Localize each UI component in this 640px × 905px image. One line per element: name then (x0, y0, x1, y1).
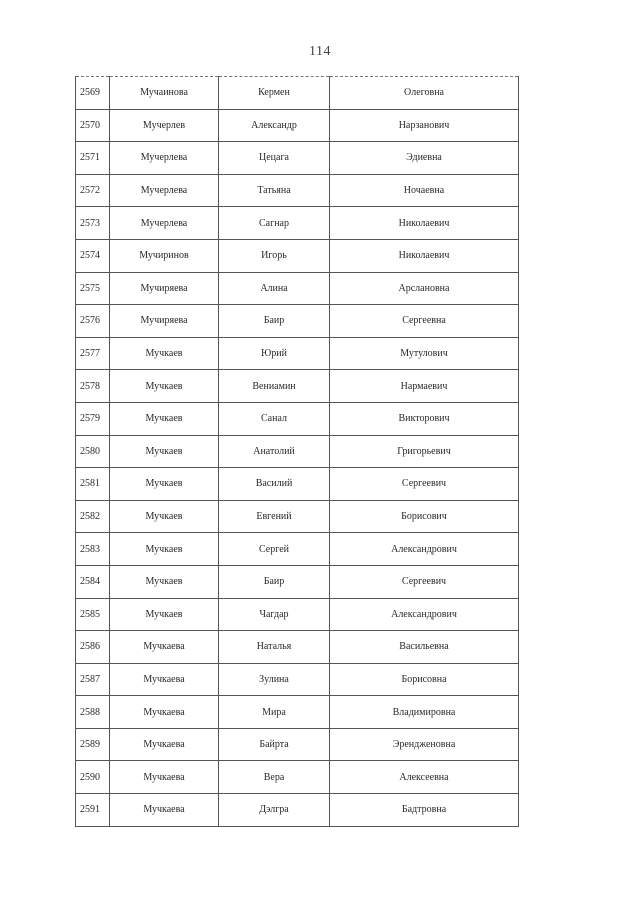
table-row (76, 435, 519, 468)
row-number-cell: 2578 (76, 370, 110, 403)
patronymic-cell: Борисовна (330, 663, 519, 696)
first-name-cell: Баир (219, 305, 330, 338)
surname-cell: Мучкаев (110, 370, 219, 403)
patronymic-cell: Бадтровна (330, 794, 519, 827)
surname-cell: Мучерлева (110, 174, 219, 207)
records-table-wrapper (75, 76, 515, 827)
table-row (76, 337, 519, 370)
row-number-cell: 2583 (76, 533, 110, 566)
first-name-cell: Санал (219, 402, 330, 435)
row-number-cell: 2577 (76, 337, 110, 370)
surname-cell: Мучкаева (110, 663, 219, 696)
surname-cell: Мучаинова (110, 77, 219, 110)
patronymic-cell: Николаевич (330, 207, 519, 240)
table-row (76, 272, 519, 305)
surname-cell: Мучкаев (110, 337, 219, 370)
row-number-cell: 2579 (76, 402, 110, 435)
row-number-cell: 2570 (76, 109, 110, 142)
row-number-cell: 2589 (76, 728, 110, 761)
surname-cell: Мучерлева (110, 142, 219, 175)
row-number-cell: 2573 (76, 207, 110, 240)
first-name-cell: Юрий (219, 337, 330, 370)
patronymic-cell: Ночаевна (330, 174, 519, 207)
table-row (76, 402, 519, 435)
row-number-cell: 2580 (76, 435, 110, 468)
surname-cell: Мучкаев (110, 598, 219, 631)
table-row (76, 370, 519, 403)
table-row (76, 207, 519, 240)
table-row (76, 631, 519, 664)
patronymic-cell: Эдиевна (330, 142, 519, 175)
first-name-cell: Александр (219, 109, 330, 142)
row-number-cell: 2590 (76, 761, 110, 794)
row-number-cell: 2591 (76, 794, 110, 827)
first-name-cell: Сагнар (219, 207, 330, 240)
records-table (75, 76, 519, 827)
first-name-cell: Татьяна (219, 174, 330, 207)
surname-cell: Мучкаев (110, 500, 219, 533)
first-name-cell: Кермен (219, 77, 330, 110)
first-name-cell: Цецага (219, 142, 330, 175)
surname-cell: Мучкаев (110, 468, 219, 501)
surname-cell: Мучиринов (110, 239, 219, 272)
first-name-cell: Вера (219, 761, 330, 794)
surname-cell: Мучкаев (110, 435, 219, 468)
row-number-cell: 2588 (76, 696, 110, 729)
records-table-body (76, 77, 519, 827)
row-number-cell: 2574 (76, 239, 110, 272)
first-name-cell: Мира (219, 696, 330, 729)
surname-cell: Мучкаева (110, 631, 219, 664)
first-name-cell: Баир (219, 565, 330, 598)
surname-cell: Мучкаева (110, 728, 219, 761)
patronymic-cell: Алексеевна (330, 761, 519, 794)
table-row (76, 761, 519, 794)
row-number-cell: 2587 (76, 663, 110, 696)
first-name-cell: Вениамин (219, 370, 330, 403)
table-row (76, 696, 519, 729)
table-row (76, 794, 519, 827)
table-row (76, 142, 519, 175)
first-name-cell: Евгений (219, 500, 330, 533)
row-number-cell: 2582 (76, 500, 110, 533)
table-row (76, 239, 519, 272)
table-row (76, 174, 519, 207)
row-number-cell: 2586 (76, 631, 110, 664)
first-name-cell: Василий (219, 468, 330, 501)
surname-cell: Мучкаев (110, 402, 219, 435)
patronymic-cell: Нармаевич (330, 370, 519, 403)
row-number-cell: 2572 (76, 174, 110, 207)
patronymic-cell: Александрович (330, 533, 519, 566)
table-row (76, 305, 519, 338)
surname-cell: Мучкаев (110, 533, 219, 566)
patronymic-cell: Васильевна (330, 631, 519, 664)
table-row (76, 533, 519, 566)
row-number-cell: 2569 (76, 77, 110, 110)
patronymic-cell: Арслановна (330, 272, 519, 305)
row-number-cell: 2585 (76, 598, 110, 631)
patronymic-cell: Нарзанович (330, 109, 519, 142)
surname-cell: Мучкаев (110, 565, 219, 598)
surname-cell: Мучкаева (110, 794, 219, 827)
row-number-cell: 2581 (76, 468, 110, 501)
row-number-cell: 2571 (76, 142, 110, 175)
patronymic-cell: Сергеевна (330, 305, 519, 338)
surname-cell: Мучиряева (110, 305, 219, 338)
table-row (76, 109, 519, 142)
first-name-cell: Сергей (219, 533, 330, 566)
surname-cell: Мучкаева (110, 761, 219, 794)
patronymic-cell: Олеговна (330, 77, 519, 110)
surname-cell: Мучерлев (110, 109, 219, 142)
row-number-cell: 2575 (76, 272, 110, 305)
patronymic-cell: Мутулович (330, 337, 519, 370)
page-number: 114 (309, 44, 331, 59)
surname-cell: Мучерлева (110, 207, 219, 240)
surname-cell: Мучиряева (110, 272, 219, 305)
surname-cell: Мучкаева (110, 696, 219, 729)
first-name-cell: Чагдар (219, 598, 330, 631)
table-row (76, 663, 519, 696)
patronymic-cell: Александрович (330, 598, 519, 631)
first-name-cell: Игорь (219, 239, 330, 272)
first-name-cell: Наталья (219, 631, 330, 664)
first-name-cell: Анатолий (219, 435, 330, 468)
patronymic-cell: Владимировна (330, 696, 519, 729)
table-row (76, 468, 519, 501)
row-number-cell: 2576 (76, 305, 110, 338)
row-number-cell: 2584 (76, 565, 110, 598)
first-name-cell: Зулина (219, 663, 330, 696)
patronymic-cell: Борисович (330, 500, 519, 533)
patronymic-cell: Сергеевич (330, 565, 519, 598)
patronymic-cell: Эрендженовна (330, 728, 519, 761)
table-row (76, 728, 519, 761)
table-row (76, 500, 519, 533)
patronymic-cell: Викторович (330, 402, 519, 435)
table-row (76, 598, 519, 631)
patronymic-cell: Григорьевич (330, 435, 519, 468)
patronymic-cell: Сергеевич (330, 468, 519, 501)
first-name-cell: Дэлгра (219, 794, 330, 827)
table-row (76, 77, 519, 110)
first-name-cell: Алина (219, 272, 330, 305)
table-row (76, 565, 519, 598)
first-name-cell: Байрта (219, 728, 330, 761)
patronymic-cell: Николаевич (330, 239, 519, 272)
